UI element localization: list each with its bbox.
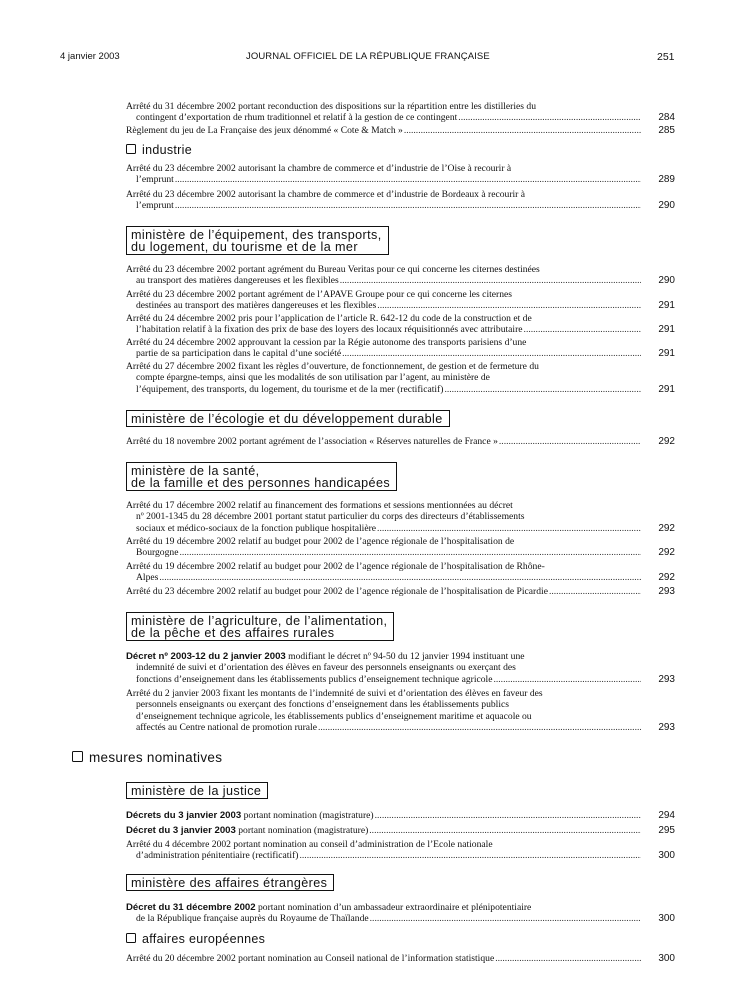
entry-text: Arrêté du 24 décembre 2002 pris pour l’application de l’article R. 642-12 du code de la construction et de: [126, 313, 532, 324]
header-date: 4 janvier 2003: [60, 51, 120, 62]
toc-entry[interactable]: [126, 163, 675, 186]
entry-page-number: 295: [658, 825, 675, 836]
leader-dots: [495, 953, 641, 964]
entry-text: Règlement du jeu de La Française des jeux dénommé « Cote & Match »: [126, 125, 403, 136]
entry-page-number: 289: [658, 174, 675, 186]
entry-text: fonctions d’enseignement dans les établissements publics d’enseignement technique agricole: [136, 673, 493, 685]
entry-text: Arrêté du 31 décembre 2002 portant reconduction des dispositions sur la répartition entre les distilleries du: [126, 101, 537, 112]
leader-dots: [179, 547, 641, 558]
leader-dots: [499, 436, 641, 447]
toc-entry[interactable]: [126, 536, 675, 559]
entry-text: Arrêté du 27 décembre 2002 fixant les règles d’ouverture, de fonctionnement, de gestion et de fermeture du: [126, 361, 539, 372]
entry-page-number: 284: [658, 112, 675, 124]
leader-dots: [300, 850, 642, 861]
entry-text: l’équipement, des transports, du logement, du tourisme et de la mer (rectificatif): [136, 383, 444, 395]
toc-entry[interactable]: [126, 313, 675, 336]
leader-dots: [375, 810, 641, 821]
entry-page-number: 285: [658, 125, 675, 136]
entry-text: Arrêté du 4 décembre 2002 portant nomination au conseil d’administration de l’Ecole nationale: [126, 839, 493, 850]
entry-text: personnels enseignants ou exerçant des fonctions d’enseignement dans les établissements publics: [136, 699, 509, 711]
toc-entry[interactable]: [126, 953, 675, 964]
leader-dots: [404, 125, 641, 136]
entry-text: d’enseignement technique agricole, les établissements publics d’enseignement maritime et aquacole ou: [136, 710, 532, 722]
header-title: JOURNAL OFFICIEL DE LA RÉPUBLIQUE FRANÇAISE: [246, 51, 490, 62]
leader-dots: [377, 300, 641, 311]
entry-text: Arrêté du 23 décembre 2002 relatif au budget pour 2002 de l’agence régionale de l’hospitalisation de Picardie: [126, 586, 548, 597]
leader-dots: [340, 275, 641, 286]
entry-text: affectés au Centre national de promotion rurale: [136, 721, 317, 733]
leader-dots: [369, 825, 641, 836]
entry-bold-title: Décret du 3 janvier 2003: [126, 825, 236, 836]
entry-text: Arrêté du 23 décembre 2002 autorisant la chambre de commerce et d’industrie de l’Oise à recourir à: [126, 163, 512, 174]
entry-bold-title: Décrets du 3 janvier 2003: [126, 810, 242, 821]
entry-text: Décret du 3 janvier 2003 portant nomination (magistrature): [126, 825, 369, 836]
toc-entry[interactable]: [126, 361, 675, 395]
entry-text: partie de sa participation dans le capital d’une société: [136, 348, 342, 360]
entry-text: Décrets du 3 janvier 2003 portant nomination (magistrature): [126, 810, 374, 821]
toc-entry[interactable]: [126, 586, 675, 597]
entry-text: l’emprunt: [136, 200, 174, 212]
entry-page-number: 292: [658, 522, 675, 534]
entry-page-number: 290: [658, 275, 675, 287]
entry-page-number: 292: [658, 547, 675, 559]
entry-bold-title: Décret nº 2003-12 du 2 janvier 2003: [126, 651, 286, 662]
toc-entry[interactable]: [126, 902, 675, 925]
entry-text: Arrêté du 20 décembre 2002 portant nomination au Conseil national de l’information statistique: [126, 953, 495, 964]
toc-entry[interactable]: [126, 500, 675, 534]
toc-entry[interactable]: [126, 839, 675, 862]
section-heading-justice: ministère de la justice: [126, 782, 268, 799]
section-heading-sante: ministère de la santé, de la famille et des personnes handicapées: [126, 462, 397, 491]
checkbox-square-icon: [126, 933, 136, 943]
entry-page-number: 300: [658, 953, 675, 964]
entry-text: Arrêté du 19 décembre 2002 relatif au budget pour 2002 de l’agence régionale de l’hospitalisation de Rhône-: [126, 561, 545, 572]
checkbox-square-icon: [72, 751, 83, 762]
entry-text: sociaux et médico-sociaux de la fonction publique hospitalière: [136, 522, 377, 534]
leader-dots: [159, 572, 641, 583]
entry-text: Arrêté du 23 décembre 2002 portant agrément de l’APAVE Groupe pour ce qui concerne les citernes: [126, 289, 513, 300]
section-heading-affaires-europeennes: affaires européennes: [126, 932, 265, 946]
entry-text: Décret du 31 décembre 2002 portant nomination d’un ambassadeur extraordinaire et plénipotentiaire: [126, 902, 532, 913]
entry-text: contingent d’exportation de rhum traditionnel et relatif à la gestion de ce contingent: [136, 112, 458, 124]
entry-page-number: 291: [658, 383, 675, 395]
entry-page-number: 293: [658, 721, 675, 733]
toc-entry[interactable]: [126, 651, 675, 685]
toc-entry[interactable]: [126, 810, 675, 821]
entry-text: destinées au transport des matières dangereuses et les flexibles: [136, 300, 377, 312]
entry-text: nº 2001-1345 du 28 décembre 2001 portant statut particulier du corps des directeurs d’établissements: [136, 511, 525, 523]
toc-entry[interactable]: [126, 125, 675, 136]
entry-page-number: 291: [658, 300, 675, 312]
entry-page-number: 300: [658, 913, 675, 925]
entry-text: d’administration pénitentiaire (rectificatif): [136, 850, 299, 862]
toc-entry[interactable]: [126, 436, 675, 447]
toc-entry[interactable]: [126, 825, 675, 836]
toc-entry[interactable]: [126, 264, 675, 287]
entry-text: Arrêté du 2 janvier 2003 fixant les montants de l’indemnité de suivi et d’orientation des élèves en faveur des: [126, 688, 543, 699]
section-heading-industrie: industrie: [126, 143, 192, 157]
checkbox-square-icon: [126, 144, 136, 154]
entry-text: Arrêté du 18 novembre 2002 portant agrément de l’association « Réserves naturelles de France »: [126, 436, 498, 447]
leader-dots: [175, 174, 641, 185]
toc-entry[interactable]: [126, 189, 675, 212]
section-heading-equipement: ministère de l’équipement, des transports, du logement, du tourisme et de la mer: [126, 226, 389, 255]
toc-entry[interactable]: [126, 337, 675, 360]
entry-text: Décret nº 2003-12 du 2 janvier 2003 modifiant le décret nº 94-50 du 12 janvier 1994 instituant une: [126, 651, 525, 662]
entry-text: l’habitation relatif à la fixation des prix de base des loyers des locaux réquisitionnés avec attributaire: [136, 324, 523, 336]
entry-text: Arrêté du 19 décembre 2002 relatif au budget pour 2002 de l’agence régionale de l’hospitalisation de: [126, 536, 515, 547]
section-heading-agriculture: ministère de l’agriculture, de l’alimentation, de la pêche et des affaires rurales: [126, 612, 394, 641]
toc-entry[interactable]: [126, 289, 675, 312]
entry-page-number: 300: [658, 850, 675, 862]
leader-dots: [175, 200, 641, 211]
leader-dots: [549, 586, 641, 597]
entry-page-number: 290: [658, 200, 675, 212]
header-page-number: 251: [657, 51, 675, 63]
toc-entry[interactable]: [126, 561, 675, 584]
section-heading-mesures-nominatives: mesures nominatives: [72, 750, 222, 765]
toc-entry[interactable]: [126, 101, 675, 124]
leader-dots: [524, 324, 641, 335]
leader-dots: [444, 384, 641, 395]
entry-page-number: 291: [658, 348, 675, 360]
entry-text: l’emprunt: [136, 174, 174, 186]
entry-page-number: 293: [658, 586, 675, 597]
entry-text: Arrêté du 23 décembre 2002 portant agrément du Bureau Veritas pour ce qui concerne les citernes destinées: [126, 264, 540, 275]
entry-text: Alpes: [136, 572, 159, 584]
entry-text: indemnité de suivi et d’orientation des élèves en faveur des personnels enseignants ou exerçant des: [136, 662, 516, 674]
leader-dots: [458, 112, 641, 123]
leader-dots: [318, 722, 641, 733]
entry-text: Arrêté du 24 décembre 2002 approuvant la cession par la Régie autonome des transports parisiens d’une: [126, 337, 527, 348]
entry-page-number: 292: [658, 572, 675, 584]
entry-text: au transport des matières dangereuses et les flexibles: [136, 275, 339, 287]
section-heading-ecologie: ministère de l’écologie et du développement durable: [126, 410, 450, 427]
entry-text: Bourgogne: [136, 547, 179, 559]
toc-entry[interactable]: [126, 688, 675, 733]
entry-text: Arrêté du 23 décembre 2002 autorisant la chambre de commerce et d’industrie de Bordeaux à recourir à: [126, 189, 526, 200]
section-heading-affaires-etrangeres: ministère des affaires étrangères: [126, 874, 334, 891]
leader-dots: [370, 913, 641, 924]
leader-dots: [342, 348, 641, 359]
entry-page-number: 292: [658, 436, 675, 447]
entry-bold-title: Décret du 31 décembre 2002: [126, 902, 256, 913]
entry-text: compte épargne-temps, ainsi que les modalités de son utilisation par l’agent, au ministère de: [136, 372, 490, 384]
entry-text: de la République française auprès du Royaume de Thaïlande: [136, 913, 369, 925]
leader-dots: [493, 674, 641, 685]
entry-page-number: 293: [658, 673, 675, 685]
leader-dots: [377, 523, 641, 534]
entry-page-number: 294: [658, 810, 675, 821]
entry-page-number: 291: [658, 324, 675, 336]
entry-text: Arrêté du 17 décembre 2002 relatif au financement des formations et sessions mentionnées au décret: [126, 500, 513, 511]
